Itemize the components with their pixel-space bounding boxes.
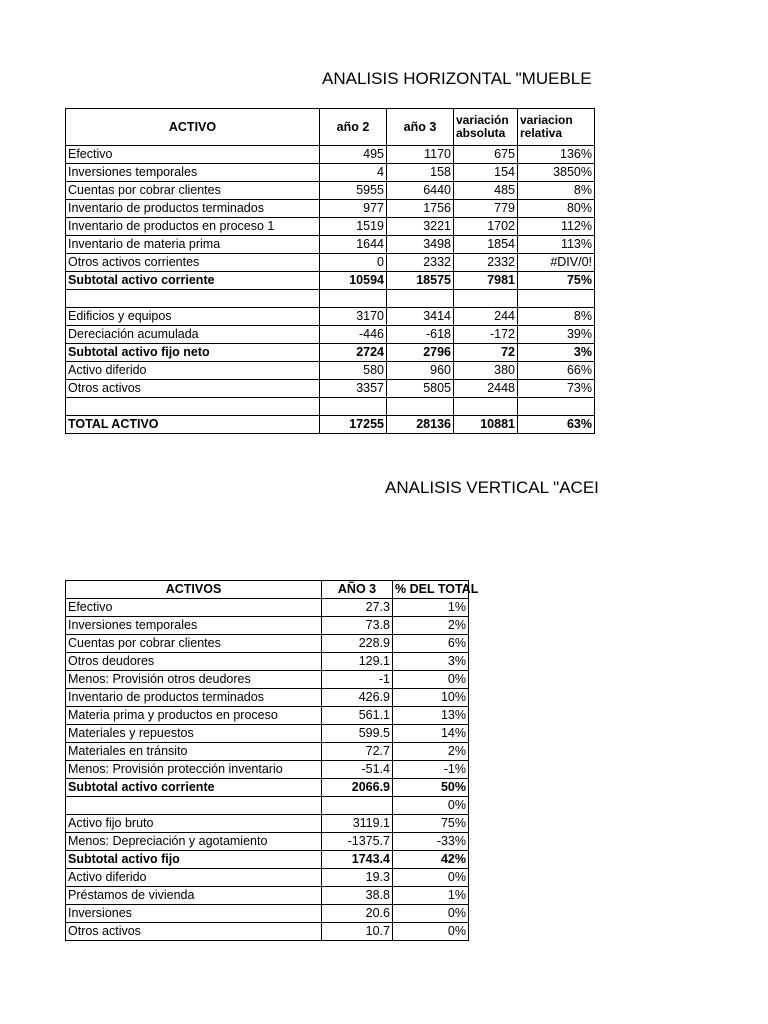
cell-ano-3: 3221 xyxy=(387,218,454,236)
cell-ano-3: 18575 xyxy=(387,272,454,290)
cell-label: Inversiones xyxy=(66,905,322,923)
cell-label: Inversiones temporales xyxy=(66,164,320,182)
table-row xyxy=(66,653,469,671)
cell-variacion-absoluta: 244 xyxy=(454,308,518,326)
cell-variacion-relativa xyxy=(518,398,595,416)
cell-ano-3 xyxy=(387,290,454,308)
table-row xyxy=(66,362,595,380)
cell-variacion-relativa: 3% xyxy=(518,344,595,362)
header-ano-2: año 2 xyxy=(320,109,387,146)
cell-label xyxy=(66,398,320,416)
table-row xyxy=(66,761,469,779)
cell-variacion-absoluta: 779 xyxy=(454,200,518,218)
header-ano-3: AÑO 3 xyxy=(322,581,393,599)
header-variacion-relativa-line2: relativa xyxy=(520,126,563,140)
header-pct-del-total: % DEL TOTAL xyxy=(393,581,469,599)
cell-label: Efectivo xyxy=(66,599,322,617)
header-ano-3: año 3 xyxy=(387,109,454,146)
cell-label: Cuentas por cobrar clientes xyxy=(66,182,320,200)
cell-label: Otros activos xyxy=(66,923,322,941)
cell-ano-3: 960 xyxy=(387,362,454,380)
table-row xyxy=(66,200,595,218)
cell-pct-del-total: 3% xyxy=(393,653,469,671)
cell-label: Inventario de materia prima xyxy=(66,236,320,254)
table-row xyxy=(66,743,469,761)
cell-variacion-relativa: 63% xyxy=(518,416,595,434)
cell-ano-3: 28136 xyxy=(387,416,454,434)
table-row xyxy=(66,254,595,272)
cell-variacion-absoluta xyxy=(454,398,518,416)
cell-pct-del-total: 0% xyxy=(393,923,469,941)
cell-variacion-relativa: 112% xyxy=(518,218,595,236)
table-row xyxy=(66,869,469,887)
vertical-analysis-table xyxy=(65,580,479,941)
cell-ano-3: 2066.9 xyxy=(322,779,393,797)
cell-ano-3 xyxy=(387,398,454,416)
cell-label: Efectivo xyxy=(66,146,320,164)
cell-label: Subtotal activo corriente xyxy=(66,272,320,290)
cell-label: Activo diferido xyxy=(66,362,320,380)
cell-pct-del-total: 2% xyxy=(393,617,469,635)
cell-pct-del-total: 13% xyxy=(393,707,469,725)
horizontal-analysis-table xyxy=(65,108,595,434)
cell-ano-2: 1644 xyxy=(320,236,387,254)
cell-variacion-absoluta: 485 xyxy=(454,182,518,200)
cell-variacion-absoluta: 1854 xyxy=(454,236,518,254)
header-row xyxy=(66,581,469,599)
cell-ano-2: 5955 xyxy=(320,182,387,200)
cell-pct-del-total: 6% xyxy=(393,635,469,653)
table-row xyxy=(66,272,595,290)
cell-variacion-relativa: 3850% xyxy=(518,164,595,182)
table-row xyxy=(66,290,595,308)
table-row xyxy=(66,851,469,869)
table-row xyxy=(66,689,469,707)
cell-ano-2: 1519 xyxy=(320,218,387,236)
cell-label: Activo fijo bruto xyxy=(66,815,322,833)
table-row xyxy=(66,635,469,653)
cell-ano-3: 6440 xyxy=(387,182,454,200)
header-activo: ACTIVO xyxy=(66,109,320,146)
cell-pct-del-total: -33% xyxy=(393,833,469,851)
cell-label: Subtotal activo corriente xyxy=(66,779,322,797)
cell-ano-3: 561.1 xyxy=(322,707,393,725)
cell-ano-3: 3119.1 xyxy=(322,815,393,833)
cell-variacion-relativa: #DIV/0! xyxy=(518,254,595,272)
table-row xyxy=(66,308,595,326)
cell-ano-3: 2796 xyxy=(387,344,454,362)
cell-pct-del-total: -1% xyxy=(393,761,469,779)
cell-label: Préstamos de vivienda xyxy=(66,887,322,905)
table-row xyxy=(66,887,469,905)
cell-ano-3: 72.7 xyxy=(322,743,393,761)
cell-label: Edificios y equipos xyxy=(66,308,320,326)
cell-ano-3: -1375.7 xyxy=(322,833,393,851)
cell-variacion-absoluta xyxy=(454,290,518,308)
table-row xyxy=(66,797,469,815)
cell-label: Menos: Depreciación y agotamiento xyxy=(66,833,322,851)
cell-label: Otros deudores xyxy=(66,653,322,671)
cell-variacion-relativa: 66% xyxy=(518,362,595,380)
cell-ano-3: 599.5 xyxy=(322,725,393,743)
cell-ano-2: 10594 xyxy=(320,272,387,290)
table-row xyxy=(66,344,595,362)
cell-ano-3: 228.9 xyxy=(322,635,393,653)
cell-variacion-relativa: 39% xyxy=(518,326,595,344)
cell-ano-3: 3498 xyxy=(387,236,454,254)
table-row xyxy=(66,725,469,743)
cell-variacion-relativa: 80% xyxy=(518,200,595,218)
cell-variacion-absoluta: -172 xyxy=(454,326,518,344)
cell-variacion-absoluta: 2332 xyxy=(454,254,518,272)
cell-label: Inventario de productos terminados xyxy=(66,200,320,218)
horizontal-analysis-title: ANALISIS HORIZONTAL "MUEBLE xyxy=(322,69,592,88)
cell-ano-2: 580 xyxy=(320,362,387,380)
header-variacion-absoluta-line2: absoluta xyxy=(456,126,506,140)
cell-ano-3: 27.3 xyxy=(322,599,393,617)
vertical-analysis-title: ANALISIS VERTICAL "ACEI xyxy=(385,478,599,497)
cell-ano-2 xyxy=(320,398,387,416)
table-row xyxy=(66,905,469,923)
cell-ano-2: 977 xyxy=(320,200,387,218)
cell-label: Inventario de productos terminados xyxy=(66,689,322,707)
cell-label xyxy=(66,290,320,308)
cell-variacion-absoluta: 154 xyxy=(454,164,518,182)
cell-ano-2: -446 xyxy=(320,326,387,344)
cell-pct-del-total: 0% xyxy=(393,905,469,923)
table-row xyxy=(66,599,469,617)
cell-ano-2: 3357 xyxy=(320,380,387,398)
cell-pct-del-total: 0% xyxy=(393,797,469,815)
cell-label: Inventario de productos en proceso 1 xyxy=(66,218,320,236)
cell-ano-3: 1170 xyxy=(387,146,454,164)
cell-label: Activo diferido xyxy=(66,869,322,887)
cell-ano-2: 495 xyxy=(320,146,387,164)
cell-variacion-absoluta: 1702 xyxy=(454,218,518,236)
cell-ano-3: -51.4 xyxy=(322,761,393,779)
cell-label: Subtotal activo fijo neto xyxy=(66,344,320,362)
table-row xyxy=(66,815,469,833)
table-row xyxy=(66,236,595,254)
cell-label: Materiales en tránsito xyxy=(66,743,322,761)
cell-pct-del-total: 75% xyxy=(393,815,469,833)
cell-variacion-relativa: 113% xyxy=(518,236,595,254)
cell-ano-3: 5805 xyxy=(387,380,454,398)
table-row xyxy=(66,146,595,164)
cell-label: Dereciación acumulada xyxy=(66,326,320,344)
table-row xyxy=(66,707,469,725)
cell-ano-3: -1 xyxy=(322,671,393,689)
cell-pct-del-total: 0% xyxy=(393,869,469,887)
cell-variacion-absoluta: 72 xyxy=(454,344,518,362)
cell-variacion-absoluta: 10881 xyxy=(454,416,518,434)
header-row xyxy=(66,109,595,146)
cell-pct-del-total: 1% xyxy=(393,887,469,905)
cell-variacion-relativa: 75% xyxy=(518,272,595,290)
cell-label: Otros activos xyxy=(66,380,320,398)
cell-ano-3: 1743.4 xyxy=(322,851,393,869)
cell-label: Otros activos corrientes xyxy=(66,254,320,272)
cell-ano-3: 426.9 xyxy=(322,689,393,707)
cell-label xyxy=(66,797,322,815)
table-row xyxy=(66,779,469,797)
cell-label: Inversiones temporales xyxy=(66,617,322,635)
cell-variacion-relativa xyxy=(518,290,595,308)
cell-ano-3: 73.8 xyxy=(322,617,393,635)
cell-pct-del-total: 42% xyxy=(393,851,469,869)
cell-variacion-absoluta: 7981 xyxy=(454,272,518,290)
header-variacion-relativa-line1: variacion xyxy=(520,113,573,127)
cell-ano-3: 38.8 xyxy=(322,887,393,905)
cell-ano-2: 4 xyxy=(320,164,387,182)
cell-ano-3: 3414 xyxy=(387,308,454,326)
table-row xyxy=(66,182,595,200)
cell-pct-del-total: 0% xyxy=(393,671,469,689)
cell-variacion-absoluta: 675 xyxy=(454,146,518,164)
cell-variacion-absoluta: 380 xyxy=(454,362,518,380)
cell-ano-2: 17255 xyxy=(320,416,387,434)
cell-pct-del-total: 14% xyxy=(393,725,469,743)
table-row xyxy=(66,326,595,344)
cell-variacion-relativa: 8% xyxy=(518,182,595,200)
cell-variacion-relativa: 8% xyxy=(518,308,595,326)
cell-ano-2 xyxy=(320,290,387,308)
cell-ano-2: 3170 xyxy=(320,308,387,326)
cell-label: Materiales y repuestos xyxy=(66,725,322,743)
cell-ano-3: 10.7 xyxy=(322,923,393,941)
table-row xyxy=(66,833,469,851)
table-row xyxy=(66,380,595,398)
cell-label: TOTAL ACTIVO xyxy=(66,416,320,434)
cell-pct-del-total: 2% xyxy=(393,743,469,761)
cell-label: Cuentas por cobrar clientes xyxy=(66,635,322,653)
cell-label: Menos: Provisión otros deudores xyxy=(66,671,322,689)
vertical-table-body xyxy=(66,599,469,941)
header-activos: ACTIVOS xyxy=(66,581,322,599)
cell-ano-3: 1756 xyxy=(387,200,454,218)
cell-variacion-absoluta: 2448 xyxy=(454,380,518,398)
cell-label: Subtotal activo fijo xyxy=(66,851,322,869)
cell-pct-del-total: 10% xyxy=(393,689,469,707)
horizontal-table-body xyxy=(66,146,595,434)
cell-pct-del-total: 50% xyxy=(393,779,469,797)
table-row xyxy=(66,416,595,434)
table-row xyxy=(66,923,469,941)
cell-ano-3: 158 xyxy=(387,164,454,182)
table-row xyxy=(66,398,595,416)
cell-variacion-relativa: 136% xyxy=(518,146,595,164)
table-row xyxy=(66,164,595,182)
cell-ano-3: 20.6 xyxy=(322,905,393,923)
cell-ano-2: 2724 xyxy=(320,344,387,362)
cell-ano-3: 129.1 xyxy=(322,653,393,671)
cell-ano-3: 2332 xyxy=(387,254,454,272)
cell-ano-3: -618 xyxy=(387,326,454,344)
table-row xyxy=(66,218,595,236)
table-row xyxy=(66,671,469,689)
cell-label: Menos: Provisión protección inventario xyxy=(66,761,322,779)
cell-ano-3: 19.3 xyxy=(322,869,393,887)
cell-ano-3 xyxy=(322,797,393,815)
cell-pct-del-total: 1% xyxy=(393,599,469,617)
cell-ano-2: 0 xyxy=(320,254,387,272)
table-row xyxy=(66,617,469,635)
cell-variacion-relativa: 73% xyxy=(518,380,595,398)
cell-label: Materia prima y productos en proceso xyxy=(66,707,322,725)
header-variacion-absoluta xyxy=(454,109,518,146)
header-variacion-absoluta-line1: variación xyxy=(456,113,509,127)
header-variacion-relativa xyxy=(518,109,595,146)
